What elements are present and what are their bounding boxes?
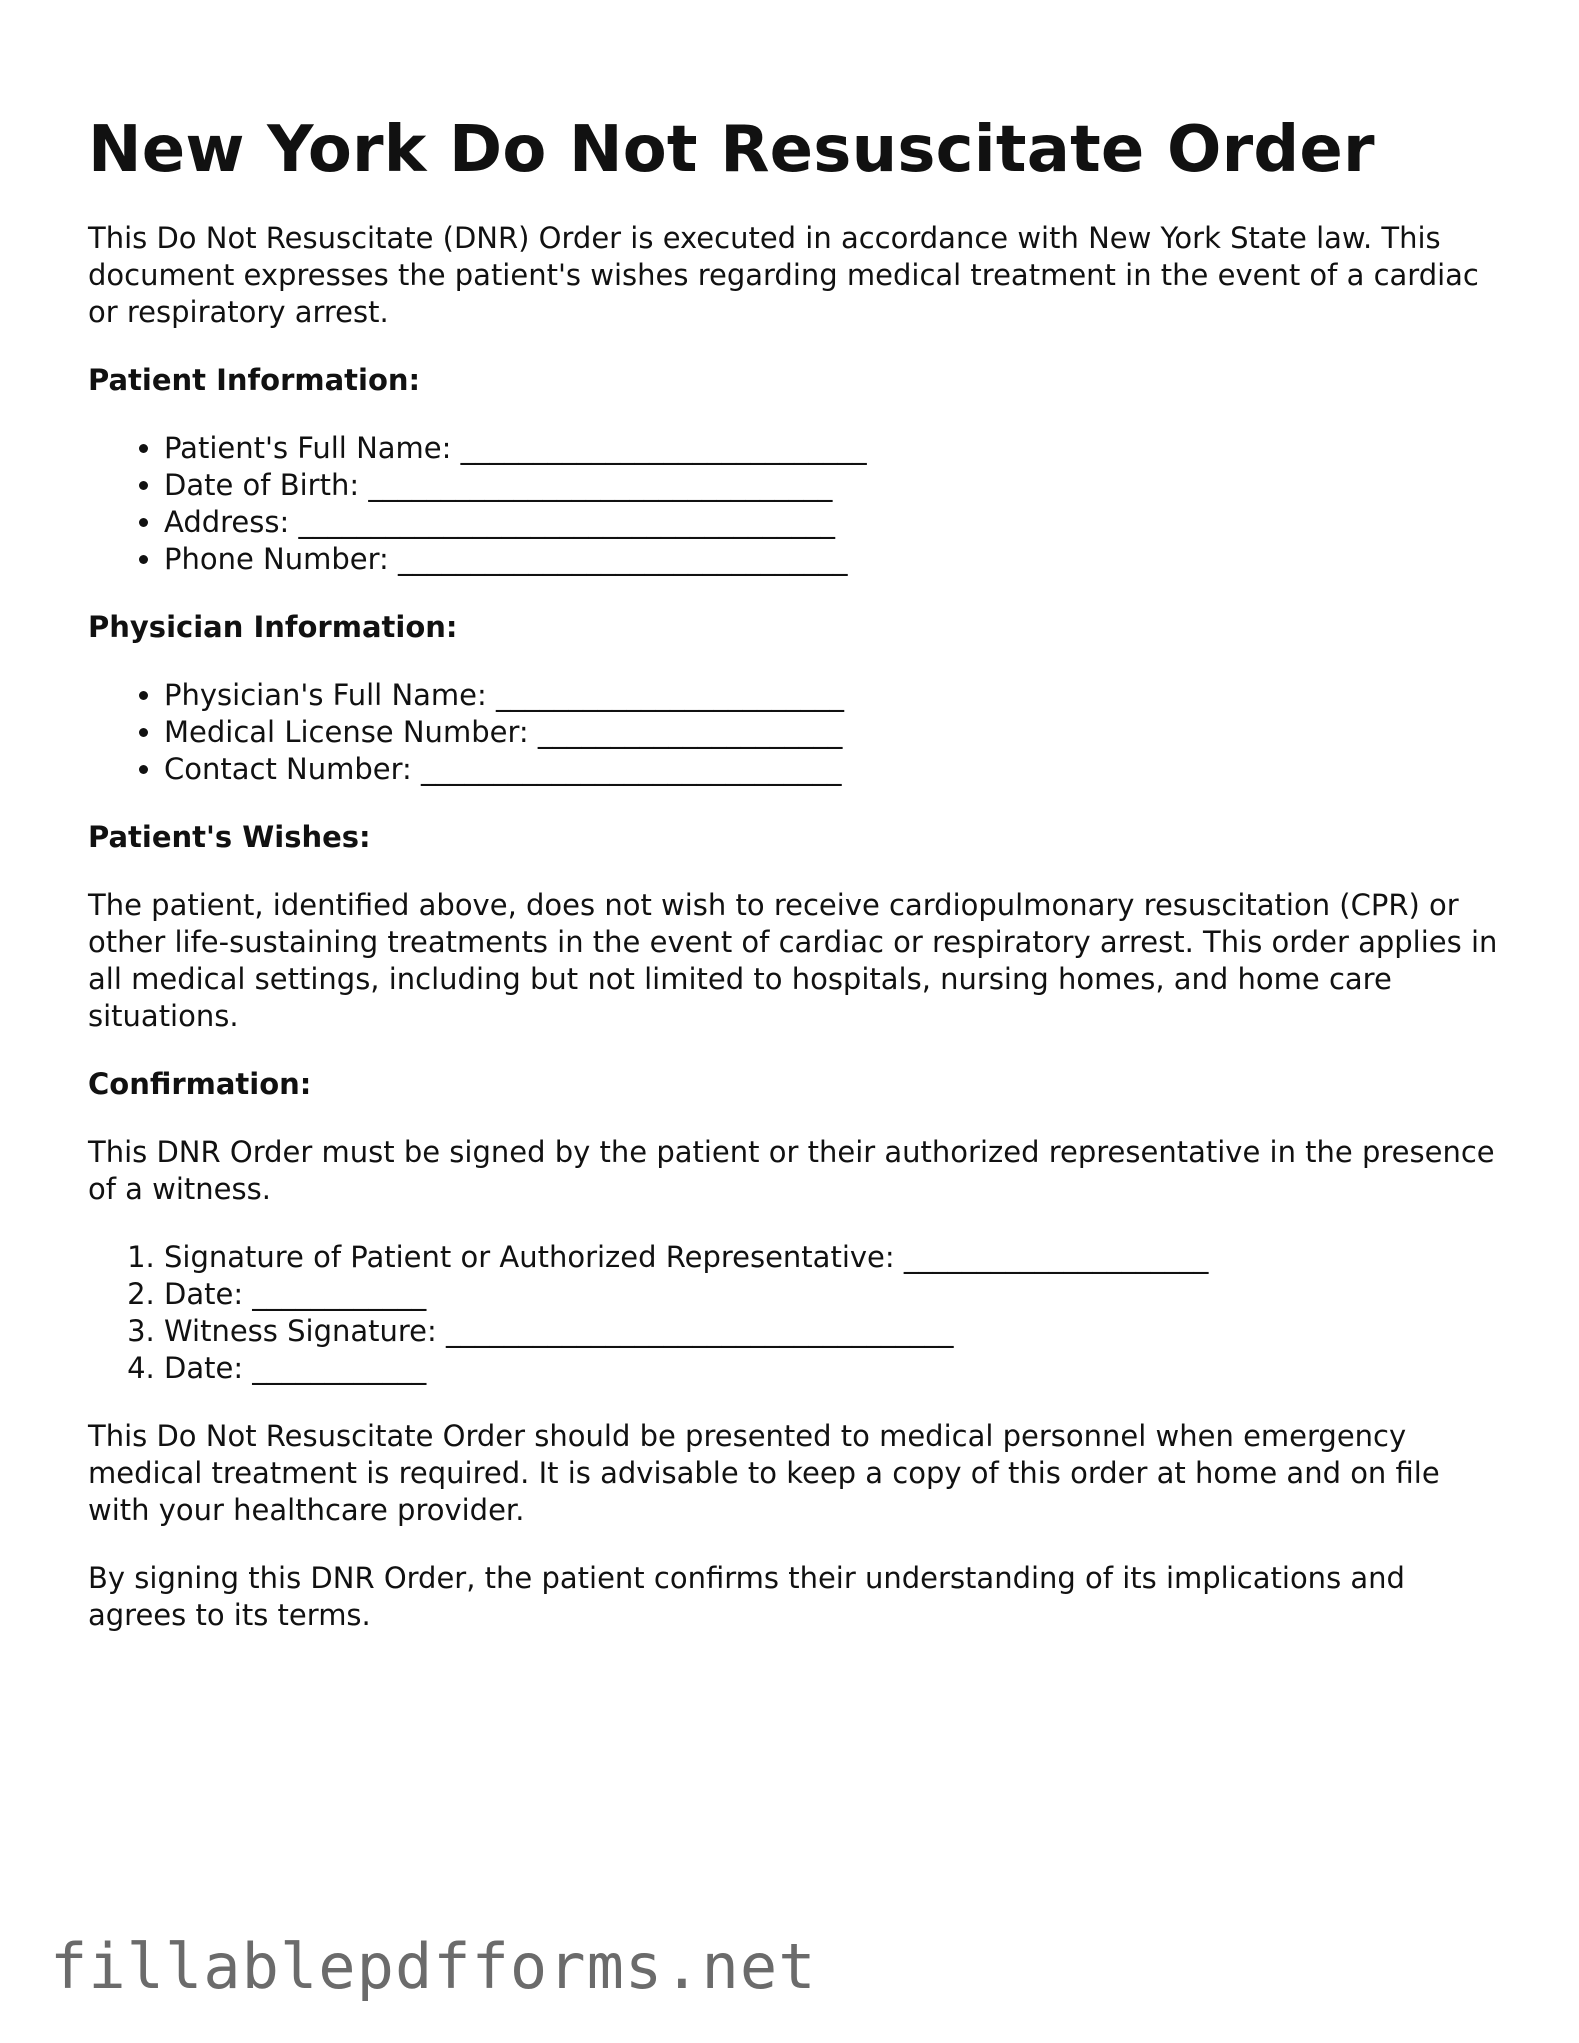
signature-list	[88, 1239, 1508, 1387]
physician-name-field: • Physician's Full Name: ________________________	[164, 677, 1508, 714]
closing-paragraph-2: By signing this DNR Order, the patient confirms their understanding of its implications and agrees to its terms.	[88, 1561, 1405, 1632]
document-page	[88, 108, 1508, 1665]
medical-license-field: • Medical License Number: _____________________	[164, 714, 1508, 751]
contact-number-field: • Contact Number: _____________________________	[164, 751, 1508, 788]
patient-date-field: 2. Date: ____________	[164, 1276, 1508, 1313]
phone-number-field: • Phone Number: _______________________________	[164, 541, 1508, 578]
document-title: New York Do Not Resuscitate Order	[88, 113, 1375, 187]
intro-paragraph: This Do Not Resuscitate (DNR) Order is executed in accordance with New York State law. This document expresses the patient's wishes regarding medical treatment in the event of a cardiac or respiratory arrest.	[88, 221, 1479, 329]
witness-signature-field: 3. Witness Signature: ___________________________________	[164, 1313, 1508, 1350]
witness-date-field: 4. Date: ____________	[164, 1350, 1508, 1387]
patient-name-field: • Patient's Full Name: ____________________________	[164, 430, 1508, 467]
physician-info-list	[88, 677, 1508, 788]
patient-info-heading: Patient Information:	[88, 363, 421, 397]
date-of-birth-field: • Date of Birth: ________________________________	[164, 467, 1508, 504]
physician-info-heading: Physician Information:	[88, 610, 458, 644]
patient-wishes-paragraph: The patient, identified above, does not wish to receive cardiopulmonary resuscitation (CPR) or other life-sustaining treatments in the event of cardiac or respiratory arrest. This order applies in all medical settings, including but not limited to hospitals, nursing homes, and home care situations.	[88, 888, 1498, 1033]
patient-signature-field: 1. Signature of Patient or Authorized Representative: _____________________	[164, 1239, 1508, 1276]
confirmation-paragraph: This DNR Order must be signed by the patient or their authorized representative in the presence of a witness.	[88, 1135, 1495, 1206]
patient-wishes-heading: Patient's Wishes:	[88, 820, 371, 854]
confirmation-heading: Confirmation:	[88, 1067, 312, 1101]
address-field: • Address: _____________________________________	[164, 504, 1508, 541]
patient-info-list	[88, 430, 1508, 578]
closing-paragraph-1: This Do Not Resuscitate Order should be presented to medical personnel when emergency medical treatment is required. It is advisable to keep a copy of this order at home and on file with your healthcare provider.	[88, 1419, 1440, 1527]
site-watermark: fillablepdfforms.net	[50, 1930, 817, 2003]
